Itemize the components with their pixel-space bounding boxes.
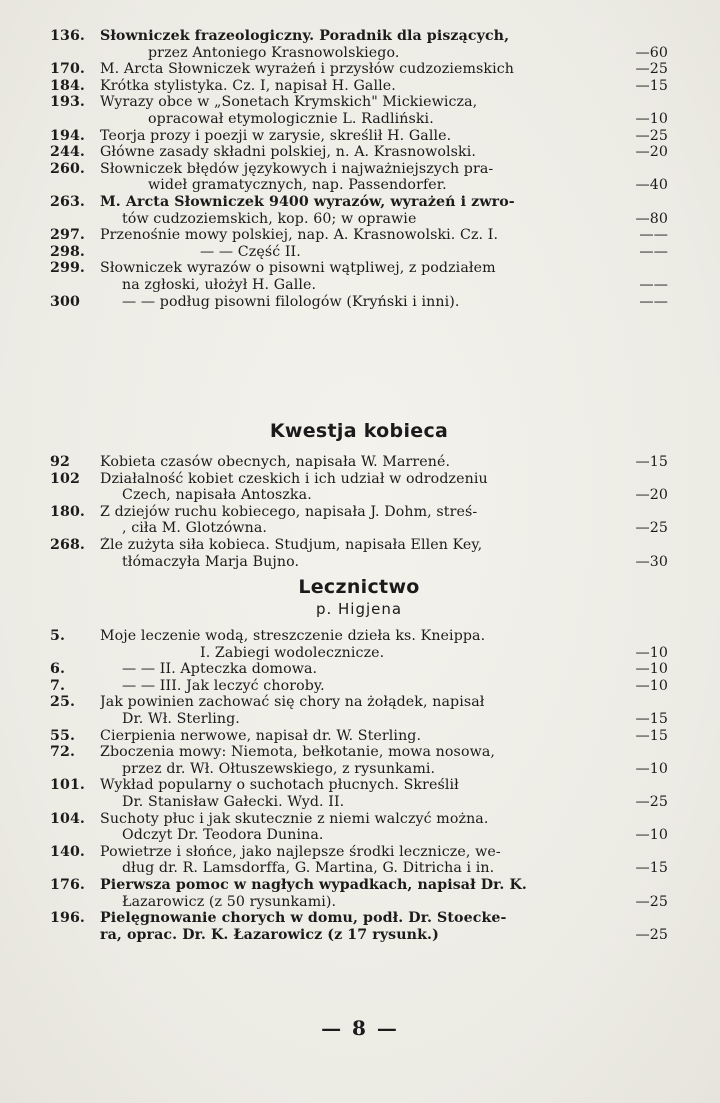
catalog-section-medicine (50, 576, 668, 943)
catalog-entry (50, 811, 668, 844)
entry-list (50, 454, 668, 570)
entry-title-line: Z dziejów ruchu kobiecego, napisała J. Dohm, streś- (100, 503, 478, 520)
entry-number: 298. (50, 243, 85, 260)
entry-title-line: Moje leczenie wodą, streszczenie dzieła ks. Kneippa. (100, 628, 486, 644)
catalog-entry (50, 844, 668, 877)
entry-price: —10 (635, 677, 668, 694)
entry-title-line: opracował etymologicznie L. Radliński. (148, 110, 434, 127)
entry-number: 6. (50, 661, 66, 678)
entry-number: 5. (50, 628, 66, 644)
entry-title-line: tów cudzoziemskich, kop. 60; w oprawie (122, 210, 417, 227)
entry-number: 176. (50, 876, 85, 893)
entry-number: 184. (50, 77, 85, 94)
catalog-entry (50, 194, 668, 227)
catalog-entry (50, 454, 668, 471)
entry-title-line: Działalność kobiet czeskich i ich udział w odrodzeniu (100, 470, 488, 487)
entry-price: —10 (635, 827, 668, 844)
entry-title-line: — — Część II. (200, 243, 301, 260)
entry-number: 72. (50, 744, 75, 761)
entry-number: 194. (50, 127, 85, 144)
entry-number: 268. (50, 536, 85, 553)
entry-number: 300 (50, 293, 80, 310)
entry-title-line: ra, oprac. Dr. K. Łazarowicz (z 17 rysunk.) (100, 926, 439, 943)
entry-price: —25 (635, 793, 668, 810)
entry-number: 193. (50, 94, 85, 111)
entry-number: 104. (50, 810, 85, 827)
entry-title-line: , ciła M. Glotzówna. (122, 520, 267, 537)
entry-list (50, 628, 668, 943)
entry-price: —15 (635, 454, 668, 470)
entry-title-line: przez dr. Wł. Ołtuszewskiego, z rysunkami. (122, 760, 436, 777)
catalog-section-women (50, 420, 668, 570)
entry-title-line: wideł gramatycznych, nap. Passendorfer. (148, 177, 447, 194)
entry-title-line: Główne zasady składni polskiej, n. A. Krasnowolski. (100, 144, 477, 161)
catalog-entry (50, 28, 668, 61)
entry-number: 140. (50, 843, 85, 860)
entry-price: —25 (635, 926, 668, 943)
entry-number: 92 (50, 454, 70, 470)
entry-number: 299. (50, 260, 85, 277)
entry-title-line: — — III. Jak leczyć choroby. (122, 677, 325, 694)
entry-number: 136. (50, 28, 85, 44)
entry-title-line: Zboczenia mowy: Niemota, bełkotanie, mowa nosowa, (100, 744, 495, 761)
entry-title-line: Powietrze i słońce, jako najlepsze środki lecznicze, we- (100, 843, 501, 860)
catalog-entry (50, 694, 668, 727)
catalog-section-language (50, 28, 668, 310)
entry-number: 7. (50, 677, 66, 694)
catalog-entry (50, 661, 668, 678)
entry-price: —30 (635, 553, 668, 570)
entry-title-line: Krótka stylistyka. Cz. I, napisał H. Galle. (100, 77, 396, 94)
entry-title-line: Łazarowicz (z 50 rysunkami). (122, 893, 337, 910)
entry-number: 170. (50, 61, 85, 78)
entry-title-line: Wyrazy obce w „Sonetach Krymskich" Mickiewicza, (100, 94, 478, 111)
entry-price: —15 (635, 710, 668, 727)
entry-title-line: Dr. Stanisław Gałecki. Wyd. II. (122, 793, 345, 810)
entry-title-line: Słowniczek frazeologiczny. Poradnik dla piszących, (100, 28, 510, 44)
entry-price: —25 (635, 520, 668, 537)
catalog-entry (50, 260, 668, 293)
catalog-entry (50, 777, 668, 810)
entry-price: —25 (635, 893, 668, 910)
entry-title-line: Kobieta czasów obecnych, napisała W. Marrené. (100, 454, 451, 470)
entry-list (50, 28, 668, 310)
catalog-entry (50, 728, 668, 745)
entry-title-line: — — II. Apteczka domowa. (122, 661, 318, 678)
entry-title-line: Słowniczek wyrazów o pisowni wątpliwej, z podziałem (100, 260, 496, 277)
catalog-entry (50, 678, 668, 695)
entry-price: —10 (635, 661, 668, 678)
catalog-entry (50, 161, 668, 194)
entry-price: —25 (635, 127, 668, 144)
entry-title-line: Przenośnie mowy polskiej, nap. A. Krasnowolski. Cz. I. (100, 227, 499, 244)
entry-price: —25 (635, 61, 668, 78)
catalog-entry (50, 504, 668, 537)
catalog-entry (50, 61, 668, 78)
catalog-entry (50, 628, 668, 661)
catalog-entry (50, 144, 668, 161)
entry-number: 196. (50, 910, 85, 927)
entry-title-line: Suchoty płuc i jak skutecznie z niemi walczyć można. (100, 810, 489, 827)
section-subheading: p. Higjena (315, 600, 403, 618)
entry-title-line: M. Arcta Słowniczek 9400 wyrazów, wyrażeń i zwro- (100, 193, 515, 210)
entry-price: —80 (635, 210, 668, 227)
entry-number: 260. (50, 160, 85, 177)
entry-price: —— (639, 293, 668, 310)
entry-number: 263. (50, 193, 85, 210)
entry-title-line: Jak powinien zachować się chory na żołądek, napisał (100, 694, 485, 711)
entry-title-line: przez Antoniego Krasnowolskiego. (148, 44, 400, 61)
entry-number: 297. (50, 227, 85, 244)
section-heading: Kwestja kobieca (269, 420, 449, 442)
entry-price: —10 (635, 110, 668, 127)
entry-price: —10 (635, 760, 668, 777)
entry-title-line: Pierwsza pomoc w nagłych wypadkach, napisał Dr. K. (100, 876, 527, 893)
entry-price: —— (639, 276, 668, 293)
entry-title-line: Wykład popularny o suchotach płucnych. Skreślił (100, 777, 459, 794)
entry-title-line: Czech, napisała Antoszka. (122, 487, 312, 504)
entry-price: —60 (635, 44, 668, 61)
catalog-entry (50, 910, 668, 943)
entry-number: 101. (50, 777, 85, 794)
entry-title-line: na zgłoski, ułożył H. Galle. (122, 276, 317, 293)
entry-price: —20 (635, 144, 668, 161)
catalog-entry (50, 244, 668, 261)
entry-price: —15 (635, 727, 668, 744)
entry-price: —40 (635, 177, 668, 194)
entry-price: —15 (635, 77, 668, 94)
entry-title-line: — — podług pisowni filologów (Kryński i inni). (122, 293, 460, 310)
entry-title-line: Źle zużyta siła kobieca. Studjum, napisała Ellen Key, (100, 536, 483, 553)
catalog-entry (50, 537, 668, 570)
entry-title-line: dług dr. R. Lamsdorffa, G. Martina, G. Ditricha i in. (122, 860, 495, 877)
page-number: — 8 — (321, 1016, 399, 1040)
entry-number: 102 (50, 470, 80, 487)
entry-title-line: I. Zabiegi wodolecznicze. (200, 644, 385, 661)
entry-title-line: Teorja prozy i poezji w zarysie, skreślił H. Galle. (100, 127, 452, 144)
entry-title-line: M. Arcta Słowniczek wyrażeń i przysłów cudzoziemskich (100, 61, 515, 78)
entry-title-line: Słowniczek błędów językowych i najważniejszych pra- (100, 160, 494, 177)
entry-price: —— (639, 227, 668, 244)
catalog-entry (50, 78, 668, 95)
entry-price: —— (639, 243, 668, 260)
catalog-entry (50, 227, 668, 244)
entry-price: —20 (635, 487, 668, 504)
entry-price: —10 (635, 644, 668, 661)
entry-title-line: Cierpienia nerwowe, napisał dr. W. Sterling. (100, 727, 422, 744)
entry-number: 55. (50, 727, 75, 744)
entry-title-line: Odczyt Dr. Teodora Dunina. (122, 827, 324, 844)
entry-number: 25. (50, 694, 75, 711)
catalog-entry (50, 877, 668, 910)
entry-title-line: tłómaczyła Marja Bujno. (122, 553, 300, 570)
catalog-entry (50, 471, 668, 504)
entry-title-line: Dr. Wł. Sterling. (122, 710, 240, 727)
catalog-entry (50, 94, 668, 127)
catalog-entry (50, 744, 668, 777)
entry-number: 180. (50, 503, 85, 520)
entry-number: 244. (50, 144, 85, 161)
entry-price: —15 (635, 860, 668, 877)
section-heading: Lecznictwo (298, 576, 420, 598)
entry-title-line: Pielęgnowanie chorych w domu, podł. Dr. Stoecke- (100, 910, 507, 927)
catalog-entry (50, 294, 668, 311)
catalog-entry (50, 128, 668, 145)
